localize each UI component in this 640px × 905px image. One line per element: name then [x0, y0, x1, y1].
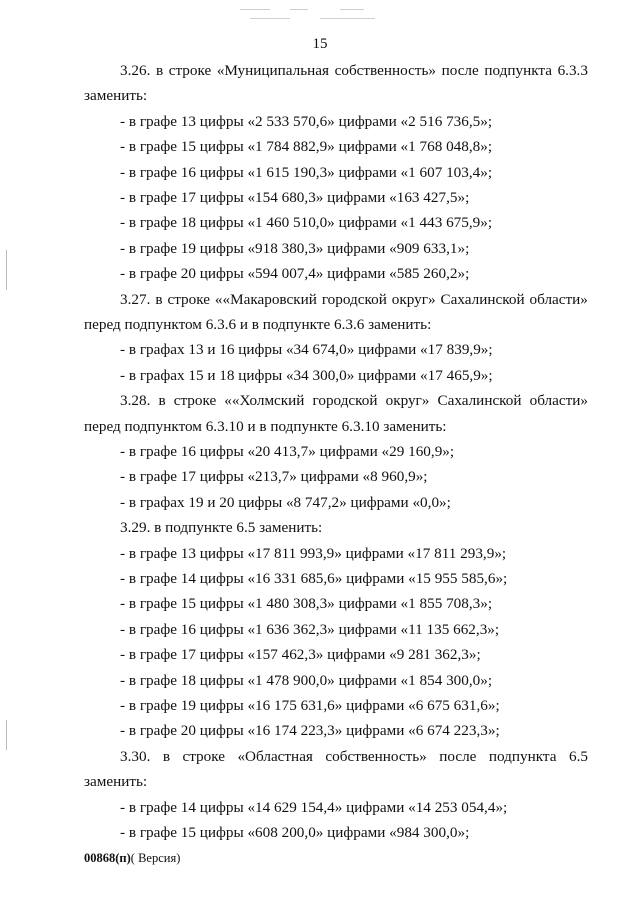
heading-word: Сахалинской [440, 290, 525, 308]
heading-word: в [162, 747, 171, 765]
replacement-entry: - в графах 13 и 16 цифры «34 674,0» цифрами «17 839,9»; [120, 341, 493, 359]
replacement-entry: - в графах 15 и 18 цифры «34 300,0» цифрами «17 465,9»; [120, 366, 493, 384]
heading-word: собственность» [325, 747, 427, 765]
paragraph-heading [120, 748, 588, 766]
replacement-entry: - в графе 19 цифры «918 380,3» цифрами «909 633,1»; [120, 239, 470, 257]
replacement-entry: - в графе 17 цифры «157 462,3» цифрами «9 281 362,3»; [120, 646, 481, 664]
replacement-entry: - в графе 15 цифры «1 784 882,9» цифрами «1 768 048,8»; [120, 138, 493, 156]
paragraph-heading [120, 62, 588, 80]
heading-word: строке [182, 747, 225, 765]
document-code: 00868(п) [84, 851, 131, 865]
heading-word: «Муниципальная [216, 62, 330, 79]
heading-word: в [158, 392, 166, 410]
replacement-entry: - в графе 16 цифры «1 615 190,3» цифрами «1 607 103,4»; [120, 163, 493, 181]
heading-word: 6.5 [568, 747, 588, 765]
scan-edge-mark [6, 720, 7, 750]
paragraph-continuation: заменить: [84, 87, 148, 105]
heading-word: 6.3.3 [557, 62, 588, 79]
heading-word: округ» [385, 392, 430, 410]
heading-word: строке [167, 290, 210, 308]
paragraph-continuation: перед подпунктом 6.3.6 и в подпункте 6.3.6 заменить: [84, 316, 432, 333]
heading-word: в [155, 290, 163, 308]
heading-word: подпункта [484, 62, 552, 79]
paragraph-heading: 3.29. в подпункте 6.5 заменить: [120, 519, 323, 537]
replacement-entry: - в графе 16 цифры «20 413,7» цифрами «29 160,9»; [120, 443, 455, 460]
replacement-entry: - в графах 19 и 20 цифры «8 747,2» цифрами «0,0»; [120, 493, 451, 511]
heading-word: 3.30. [120, 747, 151, 765]
heading-word: ««Холмский [224, 392, 305, 410]
paragraph-continuation: заменить: [84, 773, 148, 791]
replacement-entry: - в графе 13 цифры «2 533 570,6» цифрами «2 516 736,5»; [120, 112, 493, 130]
replacement-entry: - в графе 15 цифры «608 200,0» цифрами «984 300,0»; [120, 824, 470, 841]
paragraph-continuation: перед подпунктом 6.3.10 и в подпункте 6.3.10 заменить: [84, 417, 447, 435]
heading-word: городской [312, 392, 378, 410]
replacement-entry: - в графе 18 цифры «1 478 900,0» цифрами «1 854 300,0»; [120, 671, 493, 689]
page-number: 15 [312, 36, 328, 52]
replacement-entry: - в графе 14 цифры «16 331 685,6» цифрами «15 955 585,6»; [120, 570, 508, 587]
heading-word: собственность» [334, 62, 436, 79]
replacement-entry: - в графе 17 цифры «154 680,3» цифрами «163 427,5»; [120, 189, 470, 206]
replacement-entry: - в графе 20 цифры «16 174 223,3» цифрами «6 674 223,3»; [120, 722, 500, 740]
scan-artifact [230, 6, 390, 28]
heading-word: городской [321, 290, 387, 308]
heading-word: области» [529, 290, 588, 308]
heading-word: после [439, 747, 477, 765]
document-version: ( Версия) [130, 851, 181, 865]
replacement-entry: - в графе 18 цифры «1 460 510,0» цифрами «1 443 675,9»; [120, 214, 493, 232]
heading-word: области» [529, 392, 588, 410]
heading-word: 3.26. [120, 62, 151, 79]
replacement-entry: - в графе 14 цифры «14 629 154,4» цифрами «14 253 054,4»; [120, 798, 508, 816]
heading-word: строке [168, 62, 212, 79]
replacement-entry: - в графе 13 цифры «17 811 993,9» цифрами «17 811 293,9»; [120, 544, 507, 562]
scan-edge-mark [6, 250, 7, 290]
heading-word: 3.28. [120, 392, 151, 410]
heading-word: «Областная [237, 747, 313, 765]
heading-word: в [155, 62, 164, 79]
paragraph-heading [120, 291, 588, 309]
heading-word: подпункта [488, 747, 557, 765]
heading-word: после [441, 62, 479, 79]
replacement-entry: - в графе 20 цифры «594 007,4» цифрами «585 260,2»; [120, 265, 470, 283]
paragraph-heading [120, 392, 588, 410]
heading-word: Сахалинской [437, 392, 522, 410]
replacement-entry: - в графе 15 цифры «1 480 308,3» цифрами «1 855 708,3»; [120, 595, 493, 613]
heading-word: ««Макаровский [214, 290, 317, 308]
replacement-entry: - в графе 17 цифры «213,7» цифрами «8 960,9»; [120, 468, 428, 486]
replacement-entry: - в графе 16 цифры «1 636 362,3» цифрами «11 135 662,3»; [120, 620, 500, 638]
heading-word: 3.27. [120, 290, 151, 308]
replacement-entry: - в графе 19 цифры «16 175 631,6» цифрами «6 675 631,6»; [120, 697, 500, 714]
heading-word: строке [173, 392, 217, 410]
heading-word: округ» [391, 290, 436, 308]
document-footer [84, 851, 180, 866]
